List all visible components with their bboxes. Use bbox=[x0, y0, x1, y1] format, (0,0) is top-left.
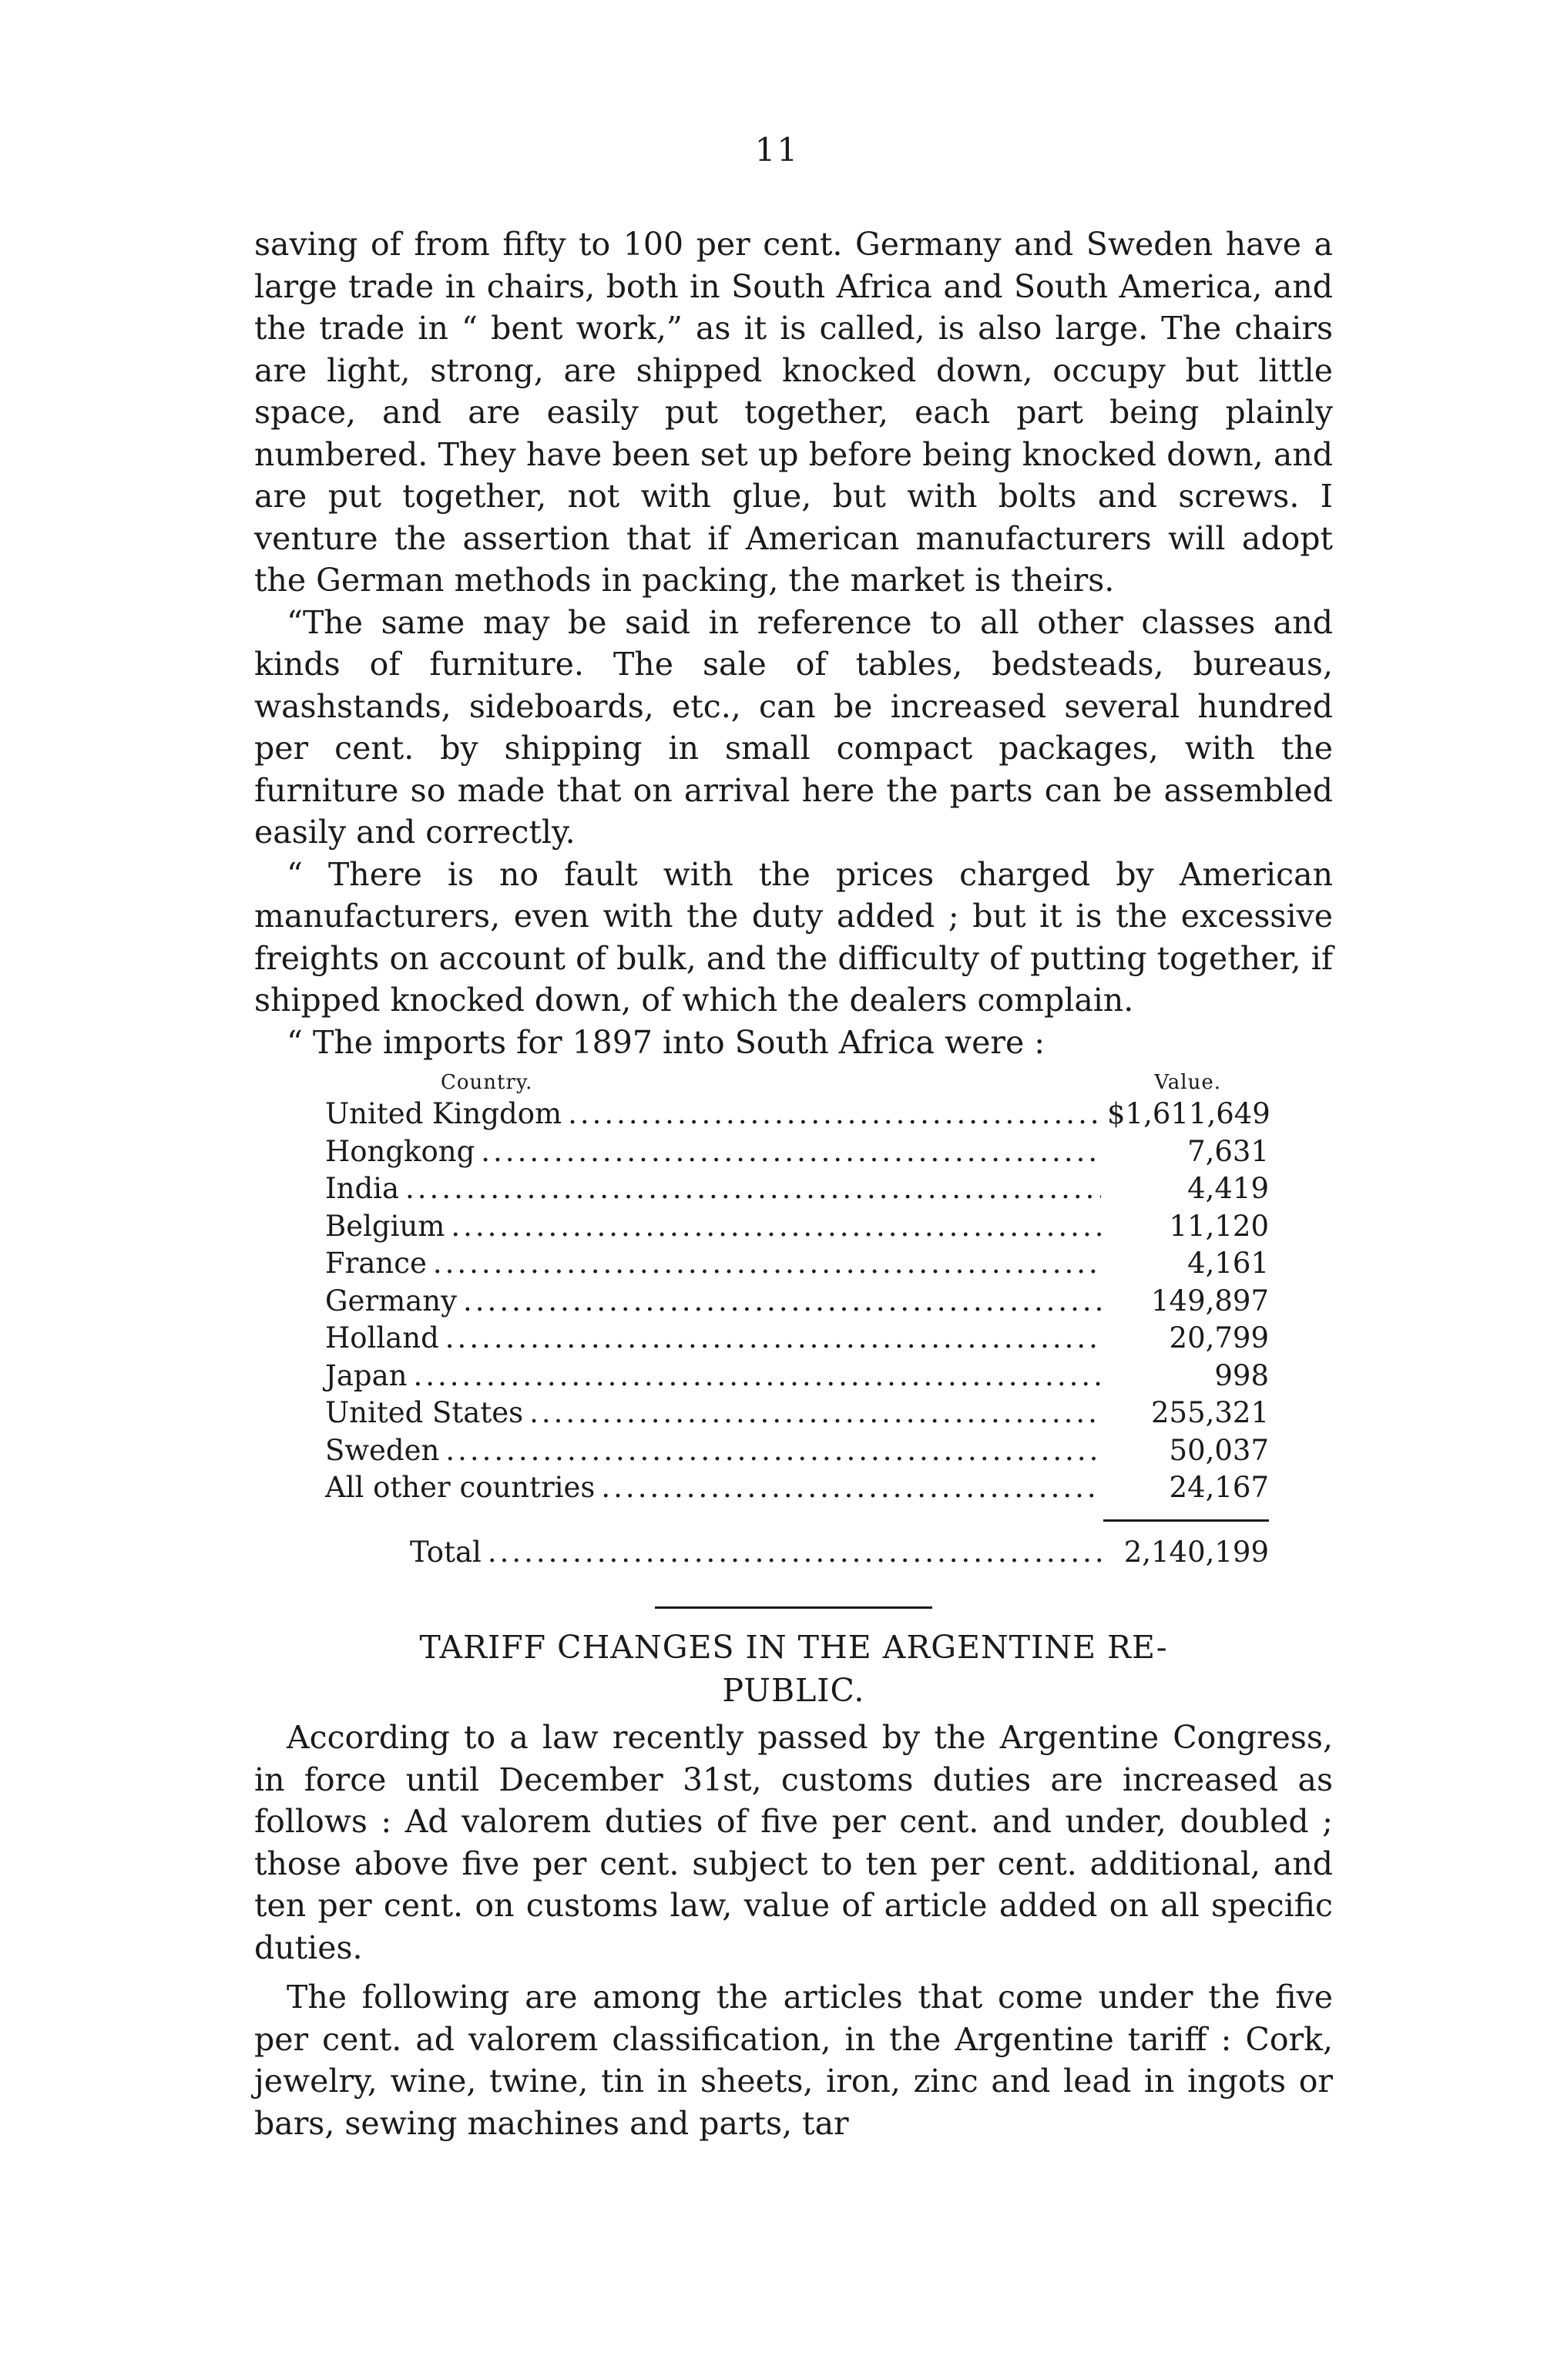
dot-leader bbox=[405, 1170, 1101, 1208]
paragraph-gap bbox=[254, 1969, 1333, 1976]
dot-leader bbox=[463, 1283, 1101, 1321]
country-name: All other countries bbox=[325, 1471, 596, 1504]
table-row bbox=[325, 1245, 1269, 1283]
country-name: Belgium bbox=[325, 1209, 445, 1243]
country-name: France bbox=[325, 1247, 427, 1280]
dot-leader bbox=[451, 1208, 1101, 1246]
header-value: Value. bbox=[1154, 1071, 1221, 1094]
total-label: Total bbox=[410, 1535, 482, 1569]
import-value: 11,120 bbox=[1169, 1209, 1269, 1243]
total-rule bbox=[1103, 1519, 1269, 1522]
import-value: 24,167 bbox=[1169, 1471, 1269, 1504]
import-value: 998 bbox=[1214, 1358, 1269, 1392]
total-value: 2,140,199 bbox=[1123, 1535, 1269, 1569]
import-value: 50,037 bbox=[1169, 1433, 1269, 1467]
table-row bbox=[325, 1358, 1269, 1395]
import-value: 255,321 bbox=[1150, 1396, 1269, 1429]
dot-leader bbox=[433, 1245, 1101, 1283]
page-content bbox=[254, 223, 1333, 2144]
table-row bbox=[325, 1469, 1269, 1507]
table-row bbox=[325, 1096, 1269, 1133]
country-name: United Kingdom bbox=[325, 1097, 562, 1130]
total-row bbox=[325, 1534, 1269, 1572]
import-value: 4,161 bbox=[1187, 1247, 1269, 1280]
import-value: 20,799 bbox=[1169, 1321, 1269, 1354]
section-heading-line-2: PUBLIC. bbox=[722, 1672, 865, 1709]
import-value: 7,631 bbox=[1187, 1134, 1269, 1168]
paragraph-prices-freights: “ There is no fault with the prices charged by American manufacturers, even with the duty added ; but it is the excessive freights on account of bulk, and the difficulty of putting together, if shipped knocked down, of which the dealers complain. bbox=[254, 855, 1333, 1019]
country-name: Hongkong bbox=[325, 1134, 475, 1168]
dot-leader bbox=[529, 1395, 1101, 1432]
table-row bbox=[325, 1170, 1269, 1208]
dot-leader bbox=[601, 1469, 1101, 1507]
country-name: Germany bbox=[325, 1284, 458, 1318]
paragraph-chairs-trade: saving of from fifty to 100 per cent. Germany and Sweden have a large trade in chairs, both in South Africa and South America, and the trade in “ bent work,” as it is called, is also large. The chairs are light, strong, are shipped knocked down, occupy but little space, and are easily put together, each part being plainly numbered. They have been set up before being knocked down, and are put together, not with glue, but with bolts and screws. I venture the assertion that if American manufacturers will adopt the German methods in packing, the market is theirs. bbox=[254, 226, 1333, 599]
import-value: 149,897 bbox=[1150, 1284, 1269, 1318]
table-row bbox=[325, 1133, 1269, 1171]
country-name: United States bbox=[325, 1396, 524, 1429]
imports-table-header bbox=[325, 1069, 1269, 1096]
header-country: Country. bbox=[441, 1071, 533, 1094]
country-name: India bbox=[325, 1172, 400, 1205]
table-row bbox=[325, 1432, 1269, 1470]
dot-leader bbox=[445, 1432, 1101, 1470]
country-name: Holland bbox=[325, 1321, 439, 1354]
dot-leader bbox=[481, 1133, 1101, 1171]
table-row bbox=[325, 1283, 1269, 1321]
paragraph-imports-intro: “ The imports for 1897 into South Africa were : bbox=[287, 1023, 1046, 1061]
paragraph-argentine-law: According to a law recently passed by the Argentine Congress, in force until December 31st, customs duties are increased as follows : Ad valorem duties of five per cent. and under, doubled ; those above five per cent. subject to ten per cent. additional, and ten per cent. on customs law, value of article added on all specific duties. bbox=[254, 1719, 1333, 1966]
country-name: Sweden bbox=[325, 1433, 440, 1467]
dot-leader bbox=[488, 1534, 1101, 1572]
section-divider bbox=[655, 1606, 932, 1609]
imports-table bbox=[325, 1069, 1269, 1571]
dot-leader bbox=[568, 1096, 1101, 1133]
page-number: 11 bbox=[754, 131, 800, 169]
dot-leader bbox=[413, 1358, 1101, 1395]
section-heading bbox=[254, 1626, 1333, 1712]
import-value: $1,611,649 bbox=[1107, 1097, 1270, 1130]
country-name: Japan bbox=[325, 1358, 408, 1392]
dot-leader bbox=[445, 1320, 1101, 1358]
paragraph-argentine-articles: The following are among the articles that come under the five per cent. ad valorem classification, in the Argentine tariff : Cork, jewelry, wine, twine, tin in sheets, iron, zinc and lead in ingots or bars, sewing machines and parts, tar bbox=[254, 1979, 1333, 2142]
import-value: 4,419 bbox=[1187, 1172, 1269, 1205]
table-row bbox=[325, 1395, 1269, 1432]
table-row bbox=[325, 1320, 1269, 1358]
section-heading-line-1: TARIFF CHANGES IN THE ARGENTINE RE- bbox=[419, 1629, 1168, 1666]
table-row bbox=[325, 1208, 1269, 1246]
paragraph-furniture: “The same may be said in reference to all other classes and kinds of furniture. The sale of tables, bedsteads, bureaus, washstands, sideboards, etc., can be increased several hundred per cent. by shipping in small compact packages, with the furniture so made that on arrival here the parts can be assembled easily and correctly. bbox=[254, 603, 1333, 851]
